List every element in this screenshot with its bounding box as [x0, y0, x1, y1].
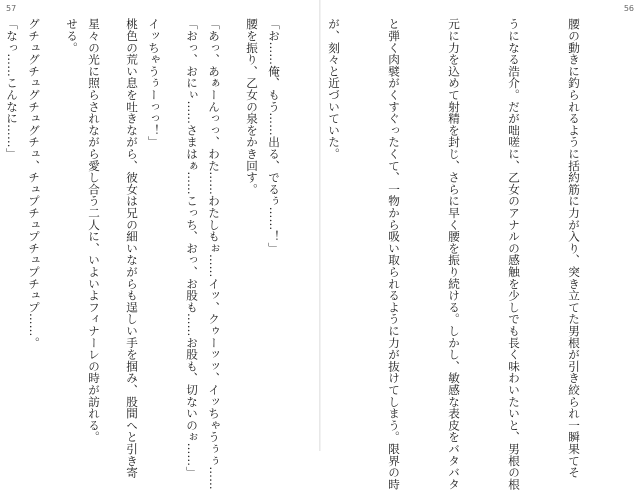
text-line: 星々の光に照らされながら愛し合う二人に、いよいよフィナーレの時が訪れる。 [87, 18, 101, 443]
text-line: 桃色の荒い息を吐きながら、彼女は兄の細いながらも逞しい手を掴み、股間へと引き寄 [125, 18, 139, 479]
text-line: うになる浩介。だが咄嗟に、乙女のアナルの感触を少しでも長く味わいたいと、男根の根 [507, 18, 521, 490]
text-line: と弾く肉襞がくすぐったくて、一物から吸い取られるように力が抜けてしまう。限界の時 [387, 18, 401, 490]
text-line: せる。 [65, 18, 79, 54]
text-line: 腰の動きに釣られるように括約筋に力が入り、突き立てた男根が引き絞られ一瞬果てそ [567, 18, 581, 479]
text-line: 「お……俺、もう……出る、でるぅ……！」 [267, 18, 281, 254]
text-line: 「あっ、あぁーんっっ、わた……わたしもぉ……イッ、クゥーッッ、イッちゃうぅぅ…… [207, 18, 221, 490]
text-line: 腰を振り、乙女の泉をかき回す。 [245, 18, 259, 195]
text-line: イッちゃうぅーっっ！」 [147, 18, 161, 148]
text-line: 元に力を込めて射精を封じ、さらに早く腰を振り続ける。しかし、敏感な表皮をバタバタ [447, 18, 461, 490]
page-number: 57 [6, 4, 17, 13]
text-line: 「おっ、おにぃ……さまはぁ……こっち、おっ、お股も……お股も、切ないのぉ……」 [185, 18, 199, 479]
page-number: 56 [623, 4, 634, 13]
text-line: 「なっ……こんなに……」 [5, 18, 19, 160]
text-line: グチュグチュグチュグチュ、チュプチュプチュプチュプ……。 [27, 18, 41, 349]
text-line: が、刻々と近づいていた。 [327, 18, 341, 160]
